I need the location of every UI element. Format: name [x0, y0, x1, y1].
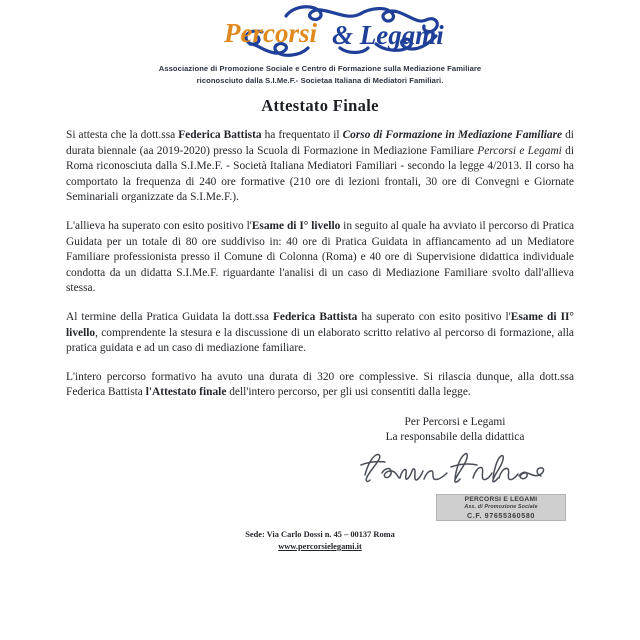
logo-word-legami: & Legami: [332, 20, 444, 50]
p3-text-2: ha superato con esito positivo l': [357, 310, 511, 323]
p1-recipient-name: Federica Battista: [178, 129, 262, 141]
p3-recipient-name: Federica Battista: [272, 310, 358, 323]
p2-text-1: L'allieva ha superato con esito positivo l': [66, 219, 252, 232]
p3-exam-level-2: Esame di II° livello: [66, 310, 574, 339]
p1-text-1: Si attesta che la dott.ssa: [66, 129, 179, 141]
paragraph-1: [66, 128, 574, 206]
organization-logo: [0, 4, 640, 60]
p4-final-certificate: l'Attestato finale: [145, 386, 227, 399]
p4-text-1: L'intero percorso formativo ha avuto una durata di 320 ore complessive. Si rilascia dunque, alla dott.ssa Federica Battista: [66, 370, 574, 399]
paragraph-2: [66, 219, 574, 297]
footer-website-link[interactable]: www.percorsielegami.it: [278, 542, 362, 551]
p1-course-name: Corso di Formazione in Mediazione Familiare: [342, 129, 563, 141]
p2-text-2: in seguito al quale ha avviato il percorso di Pratica Guidata per un totale di 80 ore suddiviso in: 40 ore di Pratica Guidata in affiancamento ad un Mediatore Familiare professionista presso il Comune di Colonna (Roma) e 40 ore di Supervisione didattica individuale condotta da un didatta S.I.Me.F. riguardante l'analisi di un caso di Mediazione Familiare svolto dall'allieva stessa.: [66, 219, 574, 295]
p3-text-3: , comprendente la stesura e la discussione di un elaborato scritto relativo al percorso di formazione, alla pratica guidata e ad un caso di mediazione familiare.: [66, 326, 574, 355]
certificate-body: [66, 128, 574, 401]
p4-text-2: dell'intero percorso, per gli usi consentiti dalla legge.: [226, 386, 471, 399]
logo-word-percorsi: Percorsi: [224, 18, 317, 48]
p1-text-3: di durata biennale (aa 2019-2020) presso la Scuola di Formazione in Mediazione Familiare: [66, 129, 574, 157]
handwritten-signature: [330, 449, 580, 491]
p2-exam-level-1: Esame di I° livello: [251, 219, 341, 232]
stamp-line-3: C.F. 97655360580: [467, 510, 535, 520]
p1-text-4: di Roma riconosciuta dalla S.I.Me.F. - Società Italiana Mediatori Familiari - secondo la legge 4/2013. Il corso ha comportato la frequenza di 240 ore formative (210 ore di lezioni frontali, 30 ore di Convegni e Giornate Seminariali organizzate da S.I.Me.F.).: [66, 144, 574, 204]
paragraph-4: [66, 370, 574, 401]
stamp-line-1: PERCORSI E LEGAMI: [464, 495, 538, 503]
footer-address: Sede: Via Carlo Dossi n. 45 – 00137 Roma: [245, 530, 395, 539]
signature-line-2: La responsabile della didattica: [385, 431, 525, 444]
page-footer: [0, 529, 640, 553]
organization-subtitle-line-1: Associazione di Promozione Sociale e Centro di Formazione sulla Mediazione Familiare: [158, 64, 482, 73]
official-stamp: [436, 494, 566, 521]
p3-text-1: Al termine della Pratica Guidata la dott.ssa: [66, 310, 273, 323]
signature-ink: [355, 449, 555, 491]
p1-text-2: ha frequentato il: [261, 129, 343, 141]
logo-artwork: [190, 4, 450, 60]
page-title: Attestato Finale: [261, 96, 379, 115]
stamp-line-2: Ass. di Promozione Sociale: [464, 503, 538, 510]
organization-subtitle: [70, 63, 570, 86]
p1-school-name: Percorsi e Legami: [477, 144, 562, 157]
organization-subtitle-line-2: riconosciuto dalla S.I.Me.F.- Societaa Italiana di Mediatori Familiari.: [196, 75, 444, 85]
signature-block: [330, 415, 580, 491]
paragraph-3: [66, 310, 574, 357]
signature-line-1: Per Percorsi e Legami: [404, 416, 506, 428]
